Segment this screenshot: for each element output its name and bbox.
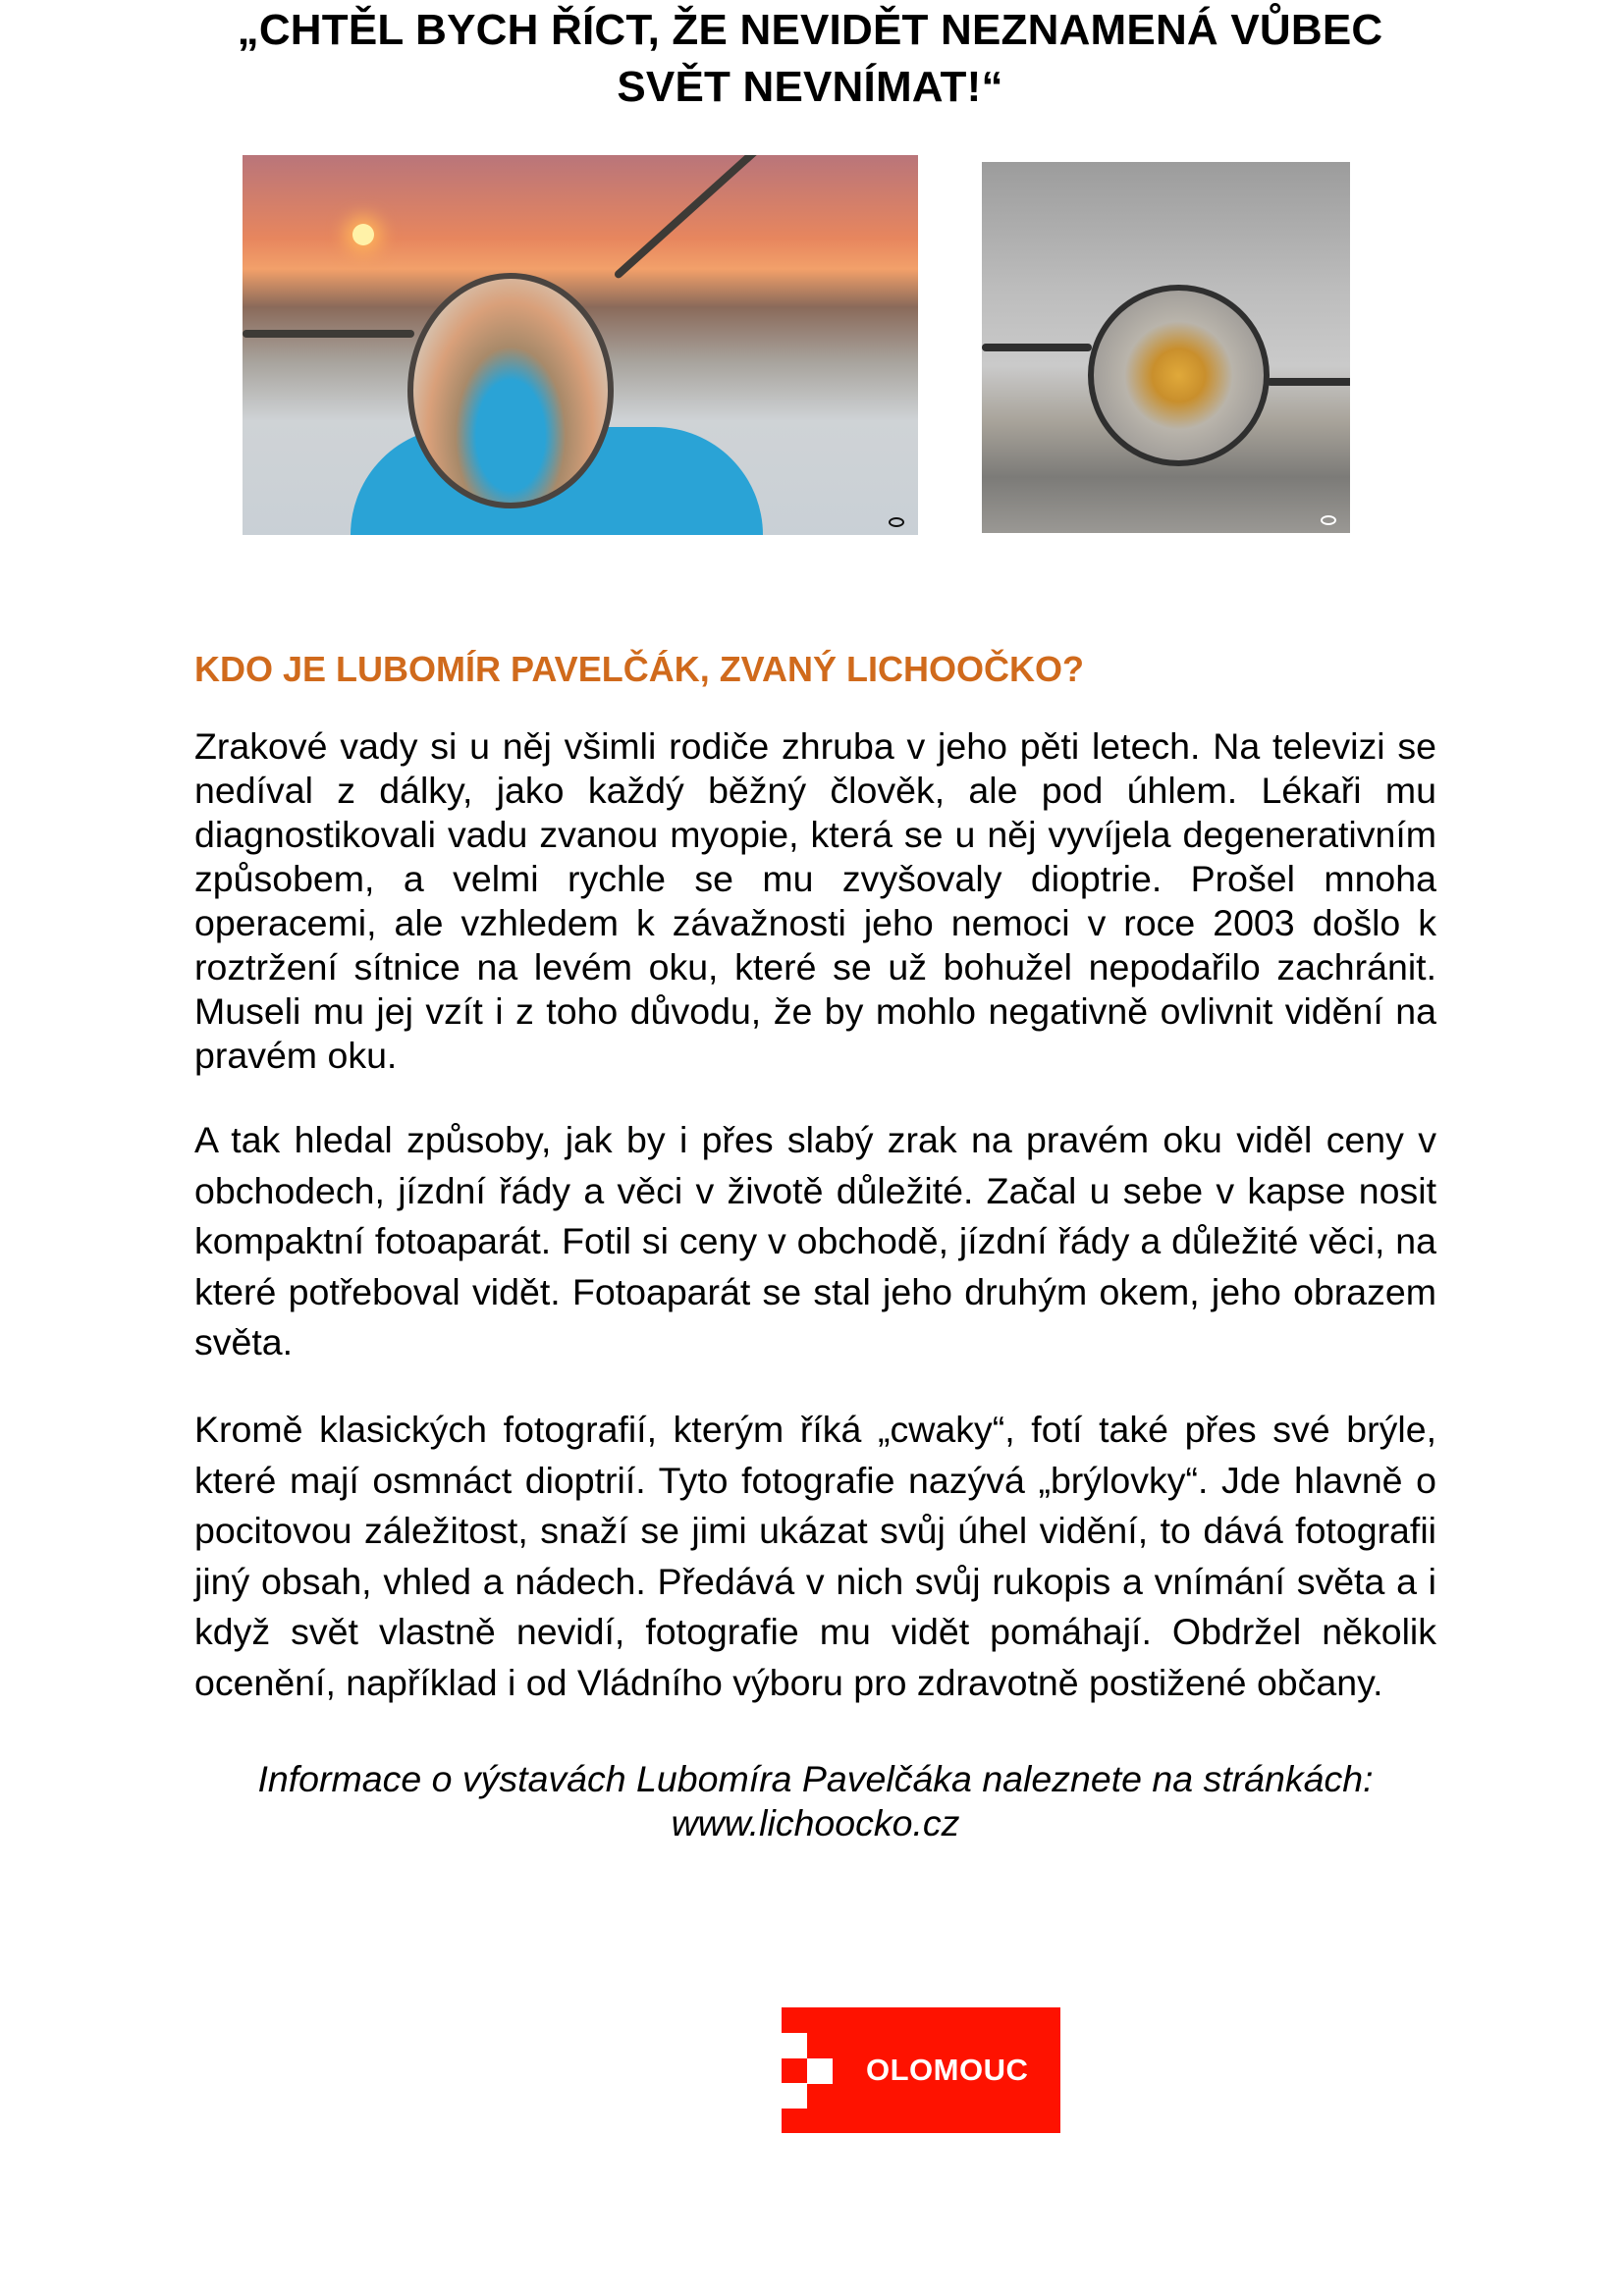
website-link[interactable]: www.lichoocko.cz — [671, 1802, 960, 1843]
exhibition-info — [194, 1757, 1436, 1845]
glasses-lens — [1088, 285, 1270, 466]
logo-checker-square — [782, 2033, 807, 2058]
eye-icon — [1321, 515, 1336, 525]
glasses-frame-right — [1267, 378, 1350, 386]
eye-icon — [889, 517, 904, 527]
paragraph-2: A tak hledal způsoby, jak by i přes slabý zrak na pravém oku viděl ceny v obchodech, jízdní řády a věci v životě důležité. Začal u sebe v kapse nosit kompaktní fotoaparát. Fotil si ceny v obchodě, jízdní řády a důležité věci, na které potřeboval vidět. Fotoaparát se stal jeho druhým okem, jeho obrazem světa. — [194, 1119, 1436, 1362]
exhibition-info-text: Informace o výstavách Lubomíra Pavelčáka naleznete na stránkách: — [257, 1758, 1374, 1799]
title-line-1: „CHTĚL BYCH ŘÍCT, ŽE NEVIDĚT NEZNAMENÁ VŮBEC — [237, 6, 1383, 54]
paragraph-3: Kromě klasických fotografií, kterým říká „cwaky“, fotí také přes své brýle, které mají osmnáct dioptrií. Tyto fotografie nazývá „brýlovky“. Jde hlavně o pocitovou záležitost, snaží se jimi ukázat svůj úhel vidění, to dává fotografii jiný obsah, vhled a nádech. Předává v nich svůj rukopis a vnímání světa a i když svět vlastně nevidí, fotografie mu vidět pomáhají. Obdržel několik ocenění, například i od Vládního výboru pro zdravotně postižené občany. — [194, 1409, 1436, 1703]
section-heading: KDO JE LUBOMÍR PAVELČÁK, ZVANÝ LICHOOČKO? — [194, 649, 1085, 689]
title-line-2: SVĚT NEVNÍMAT!“ — [617, 63, 1003, 111]
olomouc-logo — [782, 2007, 1060, 2133]
logo-text: OLOMOUC — [866, 2053, 1029, 2087]
paragraph-1: Zrakové vady si u něj všimli rodiče zhruba v jeho pěti letech. Na televizi se nedíval z dálky, jako každý běžný člověk, ale pod úhlem. Lékaři mu diagnostikovali vadu zvanou myopie, která se u něj vyvíjela degenerativním způsobem, a velmi rychle se mu zvyšovaly dioptrie. Prošel mnoha operacemi, ale vzhledem k závažnosti jeho nemoci v roce 2003 došlo k roztržení sítnice na levém oku, které se už bohužel nepodařilo zachránit. Museli mu jej vzít i z toho důvodu, že by mohlo negativně ovlivnit vidění na pravém oku. — [194, 725, 1436, 1076]
logo-checker-square — [782, 2083, 807, 2109]
sun-shape — [352, 224, 374, 245]
photo-sunset-through-glasses — [243, 155, 918, 535]
photo-mosque-through-glasses — [982, 162, 1350, 533]
glasses-frame-left — [243, 330, 414, 338]
logo-checker-square — [807, 2058, 833, 2084]
page-title — [196, 2, 1424, 116]
glasses-frame-right — [613, 155, 881, 280]
glasses-lens — [407, 273, 614, 508]
glasses-frame-left — [982, 344, 1092, 351]
